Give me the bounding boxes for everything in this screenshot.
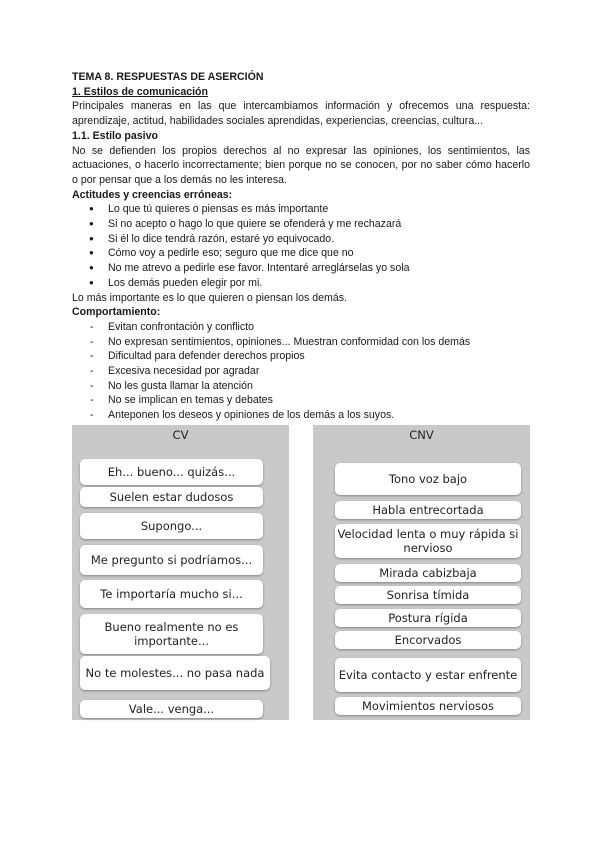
cnv-item: Encorvados xyxy=(335,631,521,649)
cv-item: Eh... bueno... quizás... xyxy=(80,459,263,485)
page-title: TEMA 8. RESPUESTAS DE ASERCIÓN xyxy=(72,71,264,83)
cv-item: Me pregunto si podríamos... xyxy=(80,545,263,575)
cnv-item: Sonrisa tímida xyxy=(335,586,521,604)
list-item: ● Si él lo dice tendrá razón, estaré yo equivocado. xyxy=(72,232,530,247)
cv-header: CV xyxy=(172,428,189,442)
beliefs-conclusion: Lo más importante es lo que quieren o piensan los demás. xyxy=(72,291,348,304)
list-item: ● Lo que tú quieres o piensas es más importante xyxy=(72,202,530,217)
cnv-item: Velocidad lenta o muy rápida si nervioso xyxy=(335,524,521,558)
list-item: - No se implican en temas y debates xyxy=(72,393,530,408)
section-body-passive-style: No se defienden los propios derechos al no expresar las opiniones, los sentimientos, las actuaciones, o hacerlo incorrectamente; bien porque no se conocen, por no saber cómo hacerlo o por pensar que a los demás no les interesa. xyxy=(72,144,530,186)
section-body-communication-styles: Principales maneras en las que intercambiamos información y ofrecemos una respuesta: aprendizaje, actitud, habilidades sociales aprendidas, experiencias, creencias, cultura... xyxy=(72,100,530,128)
cnv-item: Postura rígida xyxy=(335,609,521,627)
section-heading-passive-style: 1.1. Estilo pasivo xyxy=(72,129,158,142)
cv-item: Supongo... xyxy=(80,513,263,539)
beliefs-heading: Actitudes y creencias erróneas: xyxy=(72,188,233,201)
section-heading-communication-styles: 1. Estilos de comunicación xyxy=(72,85,208,98)
behavior-list xyxy=(72,320,530,423)
cv-item: Vale... venga... xyxy=(80,700,263,718)
list-item: ● Los demás pueden elegir por mi. xyxy=(72,276,530,291)
cnv-item: Tono voz bajo xyxy=(335,463,521,495)
cnv-column xyxy=(313,425,530,720)
list-item: - Excesiva necesidad por agradar xyxy=(72,364,530,379)
behavior-heading: Comportamiento: xyxy=(72,306,161,319)
list-item: - Anteponen los deseos y opiniones de los demás a los suyos. xyxy=(72,408,530,423)
list-item: - Dificultad para defender derechos propios xyxy=(72,349,530,364)
cv-item: No te molestes... no pasa nada xyxy=(80,656,270,690)
list-item: ● No me atrevo a pedirle ese favor. Intentaré arreglárselas yo sola xyxy=(72,261,530,276)
list-item: - No expresan sentimientos, opiniones... Muestran conformidad con los demás xyxy=(72,335,530,350)
list-item: ● Cómo voy a pedirle eso; seguro que me dice que no xyxy=(72,246,530,261)
cv-column xyxy=(72,425,289,720)
list-item: - Evitan confrontación y conflicto xyxy=(72,320,530,335)
beliefs-list xyxy=(72,202,530,290)
document-text xyxy=(72,70,530,423)
cv-item: Suelen estar dudosos xyxy=(80,487,263,507)
list-item: ● Si no acepto o hago lo que quiere se ofenderá y me rechazará xyxy=(72,217,530,232)
cnv-item: Evita contacto y estar enfrente xyxy=(335,658,521,692)
cnv-item: Movimientos nerviosos xyxy=(335,697,521,715)
cnv-item: Mirada cabizbaja xyxy=(335,564,521,582)
cv-item: Bueno realmente no es importante... xyxy=(80,614,263,654)
cnv-item: Habla entrecortada xyxy=(335,501,521,519)
cv-item: Te importaría mucho si... xyxy=(80,580,263,608)
list-item: - No les gusta llamar la atención xyxy=(72,379,530,394)
cnv-header: CNV xyxy=(409,428,434,442)
